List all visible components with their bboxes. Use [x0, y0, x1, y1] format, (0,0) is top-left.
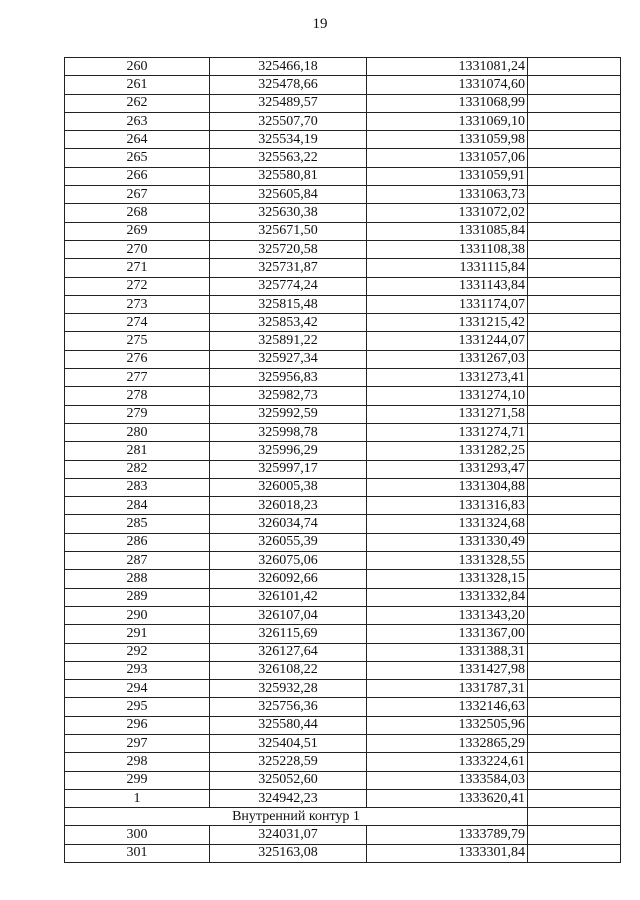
- x-coordinate-cell: 325163,08: [210, 844, 367, 862]
- empty-cell: [528, 167, 621, 185]
- table-row: [65, 442, 621, 460]
- table-row: [65, 625, 621, 643]
- table-row: [65, 606, 621, 624]
- empty-cell: [528, 387, 621, 405]
- x-coordinate-cell: 325927,34: [210, 350, 367, 368]
- y-coordinate-cell: 1331282,25: [367, 442, 528, 460]
- table-row: [65, 515, 621, 533]
- empty-cell: [528, 698, 621, 716]
- x-coordinate-cell: 325998,78: [210, 423, 367, 441]
- empty-cell: [528, 112, 621, 130]
- table-row: [65, 570, 621, 588]
- x-coordinate-cell: 325891,22: [210, 332, 367, 350]
- point-number-cell: 284: [65, 497, 210, 515]
- y-coordinate-cell: 1331367,00: [367, 625, 528, 643]
- point-number-cell: 274: [65, 314, 210, 332]
- point-number-cell: 273: [65, 295, 210, 313]
- empty-cell: [528, 643, 621, 661]
- point-number-cell: 289: [65, 588, 210, 606]
- empty-cell: [528, 405, 621, 423]
- y-coordinate-cell: 1331332,84: [367, 588, 528, 606]
- coordinates-table: [64, 57, 621, 863]
- point-number-cell: 279: [65, 405, 210, 423]
- empty-cell: [528, 661, 621, 679]
- point-number-cell: 266: [65, 167, 210, 185]
- y-coordinate-cell: 1331069,10: [367, 112, 528, 130]
- empty-cell: [528, 478, 621, 496]
- empty-cell: [528, 332, 621, 350]
- point-number-cell: 268: [65, 204, 210, 222]
- table-row: [65, 826, 621, 844]
- y-coordinate-cell: 1331271,58: [367, 405, 528, 423]
- x-coordinate-cell: 325956,83: [210, 369, 367, 387]
- y-coordinate-cell: 1331115,84: [367, 259, 528, 277]
- empty-cell: [528, 734, 621, 752]
- point-number-cell: 269: [65, 222, 210, 240]
- x-coordinate-cell: 325404,51: [210, 734, 367, 752]
- empty-cell: [528, 277, 621, 295]
- y-coordinate-cell: 1331304,88: [367, 478, 528, 496]
- empty-cell: [528, 222, 621, 240]
- empty-cell: [528, 442, 621, 460]
- x-coordinate-cell: 325563,22: [210, 149, 367, 167]
- y-coordinate-cell: 1333224,61: [367, 753, 528, 771]
- table-row: [65, 369, 621, 387]
- empty-cell: [528, 625, 621, 643]
- table-row: [65, 277, 621, 295]
- empty-cell: [528, 808, 621, 826]
- x-coordinate-cell: 326005,38: [210, 478, 367, 496]
- table-row: [65, 94, 621, 112]
- y-coordinate-cell: 1331059,91: [367, 167, 528, 185]
- x-coordinate-cell: 325992,59: [210, 405, 367, 423]
- x-coordinate-cell: 325466,18: [210, 58, 367, 76]
- section-row: [65, 808, 621, 826]
- y-coordinate-cell: 1331074,60: [367, 76, 528, 94]
- point-number-cell: 283: [65, 478, 210, 496]
- point-number-cell: 294: [65, 680, 210, 698]
- empty-cell: [528, 204, 621, 222]
- table-row: [65, 204, 621, 222]
- point-number-cell: 285: [65, 515, 210, 533]
- empty-cell: [528, 552, 621, 570]
- y-coordinate-cell: 1331085,84: [367, 222, 528, 240]
- point-number-cell: 301: [65, 844, 210, 862]
- empty-cell: [528, 460, 621, 478]
- x-coordinate-cell: 325671,50: [210, 222, 367, 240]
- x-coordinate-cell: 326127,64: [210, 643, 367, 661]
- y-coordinate-cell: 1331273,41: [367, 369, 528, 387]
- empty-cell: [528, 606, 621, 624]
- point-number-cell: 271: [65, 259, 210, 277]
- empty-cell: [528, 826, 621, 844]
- y-coordinate-cell: 1331787,31: [367, 680, 528, 698]
- table-row: [65, 698, 621, 716]
- table-row: [65, 332, 621, 350]
- y-coordinate-cell: 1331267,03: [367, 350, 528, 368]
- point-number-cell: 1: [65, 789, 210, 807]
- empty-cell: [528, 350, 621, 368]
- point-number-cell: 272: [65, 277, 210, 295]
- table-row: [65, 167, 621, 185]
- point-number-cell: 298: [65, 753, 210, 771]
- point-number-cell: 261: [65, 76, 210, 94]
- empty-cell: [528, 753, 621, 771]
- point-number-cell: 292: [65, 643, 210, 661]
- y-coordinate-cell: 1331174,07: [367, 295, 528, 313]
- table-row: [65, 497, 621, 515]
- table-row: [65, 460, 621, 478]
- table-row: [65, 478, 621, 496]
- table-row: [65, 387, 621, 405]
- x-coordinate-cell: 325982,73: [210, 387, 367, 405]
- empty-cell: [528, 94, 621, 112]
- point-number-cell: 278: [65, 387, 210, 405]
- y-coordinate-cell: 1331388,31: [367, 643, 528, 661]
- y-coordinate-cell: 1333301,84: [367, 844, 528, 862]
- y-coordinate-cell: 1331215,42: [367, 314, 528, 332]
- y-coordinate-cell: 1331274,71: [367, 423, 528, 441]
- point-number-cell: 270: [65, 240, 210, 258]
- x-coordinate-cell: 326092,66: [210, 570, 367, 588]
- x-coordinate-cell: 325580,44: [210, 716, 367, 734]
- y-coordinate-cell: 1331081,24: [367, 58, 528, 76]
- point-number-cell: 277: [65, 369, 210, 387]
- point-number-cell: 260: [65, 58, 210, 76]
- empty-cell: [528, 186, 621, 204]
- empty-cell: [528, 149, 621, 167]
- x-coordinate-cell: 326075,06: [210, 552, 367, 570]
- x-coordinate-cell: 325580,81: [210, 167, 367, 185]
- point-number-cell: 287: [65, 552, 210, 570]
- point-number-cell: 297: [65, 734, 210, 752]
- point-number-cell: 290: [65, 606, 210, 624]
- point-number-cell: 264: [65, 131, 210, 149]
- empty-cell: [528, 533, 621, 551]
- y-coordinate-cell: 1331316,83: [367, 497, 528, 515]
- empty-cell: [528, 497, 621, 515]
- y-coordinate-cell: 1331059,98: [367, 131, 528, 149]
- y-coordinate-cell: 1331330,49: [367, 533, 528, 551]
- y-coordinate-cell: 1332505,96: [367, 716, 528, 734]
- x-coordinate-cell: 325605,84: [210, 186, 367, 204]
- y-coordinate-cell: 1331427,98: [367, 661, 528, 679]
- empty-cell: [528, 131, 621, 149]
- y-coordinate-cell: 1331068,99: [367, 94, 528, 112]
- page-number: 19: [312, 16, 328, 32]
- empty-cell: [528, 588, 621, 606]
- table-row: [65, 552, 621, 570]
- table-row: [65, 240, 621, 258]
- y-coordinate-cell: 1333584,03: [367, 771, 528, 789]
- x-coordinate-cell: 325489,57: [210, 94, 367, 112]
- x-coordinate-cell: 325932,28: [210, 680, 367, 698]
- point-number-cell: 291: [65, 625, 210, 643]
- point-number-cell: 282: [65, 460, 210, 478]
- x-coordinate-cell: 325507,70: [210, 112, 367, 130]
- empty-cell: [528, 58, 621, 76]
- empty-cell: [528, 844, 621, 862]
- table-row: [65, 661, 621, 679]
- empty-cell: [528, 76, 621, 94]
- coordinates-table-body: [65, 58, 621, 863]
- y-coordinate-cell: 1331328,55: [367, 552, 528, 570]
- table-row: [65, 259, 621, 277]
- table-row: [65, 112, 621, 130]
- table-row: [65, 423, 621, 441]
- y-coordinate-cell: 1331143,84: [367, 277, 528, 295]
- y-coordinate-cell: 1332146,63: [367, 698, 528, 716]
- table-row: [65, 149, 621, 167]
- y-coordinate-cell: 1333789,79: [367, 826, 528, 844]
- empty-cell: [528, 716, 621, 734]
- point-number-cell: 293: [65, 661, 210, 679]
- x-coordinate-cell: 325228,59: [210, 753, 367, 771]
- x-coordinate-cell: 326108,22: [210, 661, 367, 679]
- table-row: [65, 295, 621, 313]
- x-coordinate-cell: 326055,39: [210, 533, 367, 551]
- table-row: [65, 680, 621, 698]
- empty-cell: [528, 789, 621, 807]
- table-row: [65, 222, 621, 240]
- point-number-cell: 263: [65, 112, 210, 130]
- y-coordinate-cell: 1331343,20: [367, 606, 528, 624]
- point-number-cell: 267: [65, 186, 210, 204]
- y-coordinate-cell: 1331063,73: [367, 186, 528, 204]
- point-number-cell: 288: [65, 570, 210, 588]
- y-coordinate-cell: 1333620,41: [367, 789, 528, 807]
- table-row: [65, 405, 621, 423]
- point-number-cell: 262: [65, 94, 210, 112]
- table-row: [65, 716, 621, 734]
- empty-cell: [528, 570, 621, 588]
- table-row: [65, 588, 621, 606]
- x-coordinate-cell: 325731,87: [210, 259, 367, 277]
- x-coordinate-cell: 325478,66: [210, 76, 367, 94]
- x-coordinate-cell: 325630,38: [210, 204, 367, 222]
- x-coordinate-cell: 325997,17: [210, 460, 367, 478]
- table-row: [65, 76, 621, 94]
- y-coordinate-cell: 1331324,68: [367, 515, 528, 533]
- empty-cell: [528, 259, 621, 277]
- y-coordinate-cell: 1331057,06: [367, 149, 528, 167]
- x-coordinate-cell: 324942,23: [210, 789, 367, 807]
- x-coordinate-cell: 325052,60: [210, 771, 367, 789]
- table-row: [65, 734, 621, 752]
- y-coordinate-cell: 1331072,02: [367, 204, 528, 222]
- table-row: [65, 58, 621, 76]
- y-coordinate-cell: 1332865,29: [367, 734, 528, 752]
- y-coordinate-cell: 1331293,47: [367, 460, 528, 478]
- empty-cell: [528, 771, 621, 789]
- empty-cell: [528, 295, 621, 313]
- empty-cell: [528, 515, 621, 533]
- table-row: [65, 314, 621, 332]
- table-row: [65, 844, 621, 862]
- table-row: [65, 643, 621, 661]
- table-row: [65, 771, 621, 789]
- x-coordinate-cell: 326107,04: [210, 606, 367, 624]
- section-title: Внутренний контур 1: [65, 808, 528, 826]
- y-coordinate-cell: 1331274,10: [367, 387, 528, 405]
- table-row: [65, 789, 621, 807]
- point-number-cell: 286: [65, 533, 210, 551]
- point-number-cell: 276: [65, 350, 210, 368]
- table-row: [65, 131, 621, 149]
- empty-cell: [528, 369, 621, 387]
- x-coordinate-cell: 325996,29: [210, 442, 367, 460]
- table-row: [65, 533, 621, 551]
- point-number-cell: 265: [65, 149, 210, 167]
- point-number-cell: 275: [65, 332, 210, 350]
- empty-cell: [528, 423, 621, 441]
- x-coordinate-cell: 325720,58: [210, 240, 367, 258]
- y-coordinate-cell: 1331244,07: [367, 332, 528, 350]
- y-coordinate-cell: 1331328,15: [367, 570, 528, 588]
- x-coordinate-cell: 326101,42: [210, 588, 367, 606]
- point-number-cell: 280: [65, 423, 210, 441]
- point-number-cell: 296: [65, 716, 210, 734]
- point-number-cell: 281: [65, 442, 210, 460]
- x-coordinate-cell: 325534,19: [210, 131, 367, 149]
- table-row: [65, 753, 621, 771]
- y-coordinate-cell: 1331108,38: [367, 240, 528, 258]
- x-coordinate-cell: 326034,74: [210, 515, 367, 533]
- x-coordinate-cell: 326115,69: [210, 625, 367, 643]
- empty-cell: [528, 240, 621, 258]
- table-row: [65, 186, 621, 204]
- x-coordinate-cell: 325774,24: [210, 277, 367, 295]
- x-coordinate-cell: 324031,07: [210, 826, 367, 844]
- empty-cell: [528, 314, 621, 332]
- point-number-cell: 300: [65, 826, 210, 844]
- empty-cell: [528, 680, 621, 698]
- point-number-cell: 295: [65, 698, 210, 716]
- table-row: [65, 350, 621, 368]
- x-coordinate-cell: 325853,42: [210, 314, 367, 332]
- x-coordinate-cell: 326018,23: [210, 497, 367, 515]
- x-coordinate-cell: 325756,36: [210, 698, 367, 716]
- x-coordinate-cell: 325815,48: [210, 295, 367, 313]
- point-number-cell: 299: [65, 771, 210, 789]
